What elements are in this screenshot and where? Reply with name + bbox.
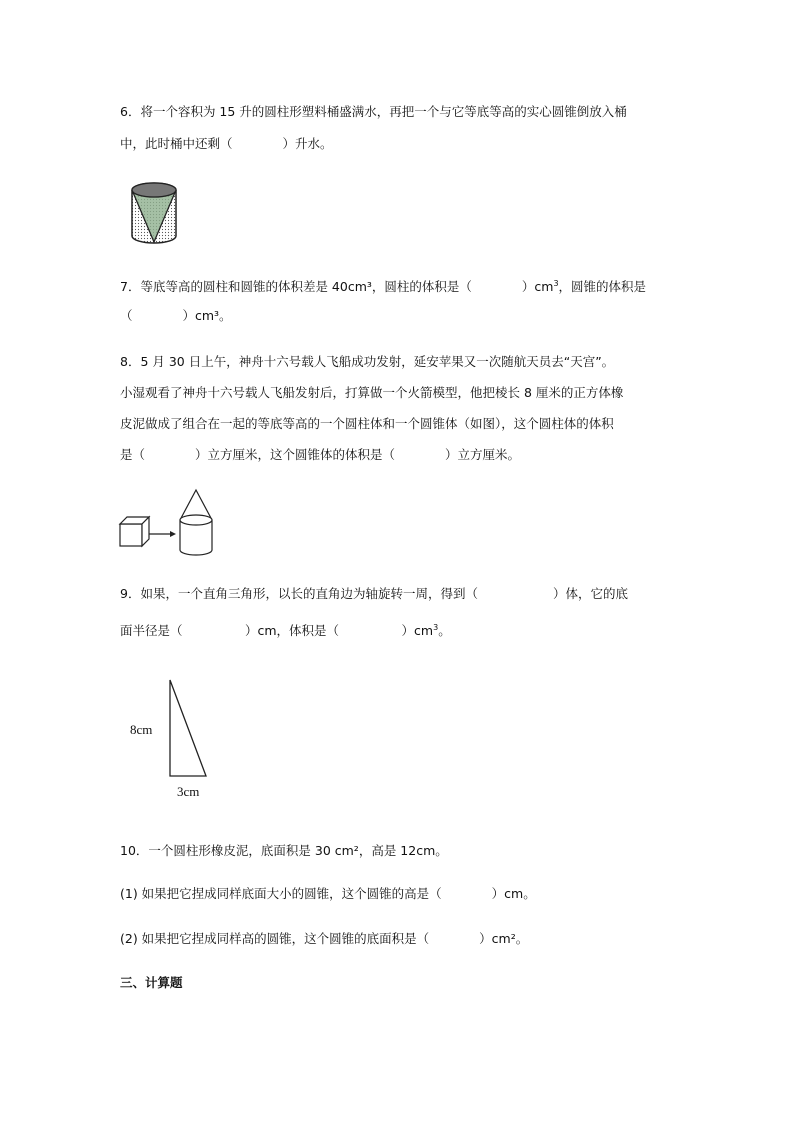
q9-line-2-tail: 。	[438, 623, 451, 638]
q9-line-2	[120, 620, 451, 639]
q8-line-2: 小湿观看了神舟十六号载人飞船发射后，打算做一个火箭模型，他把棱长 8 厘米的正方体橡	[120, 385, 624, 400]
q8-line-1: 8．5 月 30 日上午，神舟十六号载人飞船成功发射，延安苹果又一次随航天员去“天宫”。	[120, 354, 615, 369]
cylinder-top-ellipse	[180, 515, 212, 525]
cube-to-rocket-figure	[118, 486, 218, 558]
cube-front-face	[120, 524, 142, 546]
q7-line-1	[120, 276, 646, 295]
right-triangle-figure	[166, 678, 210, 780]
triangle-base-label: 3cm	[177, 784, 200, 799]
q10-line-2: (1) 如果把它捏成同样底面大小的圆锥，这个圆锥的高是（ ）cm。	[120, 886, 536, 901]
q7-line-1-tail: ，圆锥的体积是	[558, 279, 647, 294]
q7-line-2: （ ）cm³。	[120, 308, 232, 323]
q9-superscript: 3	[433, 623, 439, 632]
q6-line-1: 6．将一个容积为 15 升的圆柱形塑料桶盛满水，再把一个与它等底等高的实心圆锥倒放入桶	[120, 104, 627, 119]
triangle-height-label: 8cm	[130, 722, 153, 737]
q10-line-1: 10．一个圆柱形橡皮泥，底面积是 30 cm²，高是 12cm。	[120, 843, 448, 858]
q7-superscript: 3	[553, 279, 559, 288]
section-title: 三、计算题	[120, 975, 183, 990]
q8-line-4: 是（ ）立方厘米，这个圆锥体的体积是（ ）立方厘米。	[120, 447, 521, 462]
q9-line-1: 9．如果，一个直角三角形，以长的直角边为轴旋转一周，得到（ ）体，它的底	[120, 586, 628, 601]
arrow-icon	[149, 531, 176, 537]
q6-line-2: 中，此时桶中还剩（ ）升水。	[120, 136, 333, 151]
q7-line-1-text: 7．等底等高的圆柱和圆锥的体积差是 40cm³，圆柱的体积是（ ）cm	[120, 279, 554, 294]
q8-line-3: 皮泥做成了组合在一起的等底等高的一个圆柱体和一个圆锥体（如图），这个圆柱体的体积	[120, 416, 614, 431]
q9-line-2-text: 面半径是（ ）cm，体积是（ ）cm	[120, 623, 434, 638]
cylinder-with-inverted-cone-figure	[128, 180, 180, 246]
q10-line-3: (2) 如果把它捏成同样高的圆锥，这个圆锥的底面积是（ ）cm²。	[120, 931, 529, 946]
